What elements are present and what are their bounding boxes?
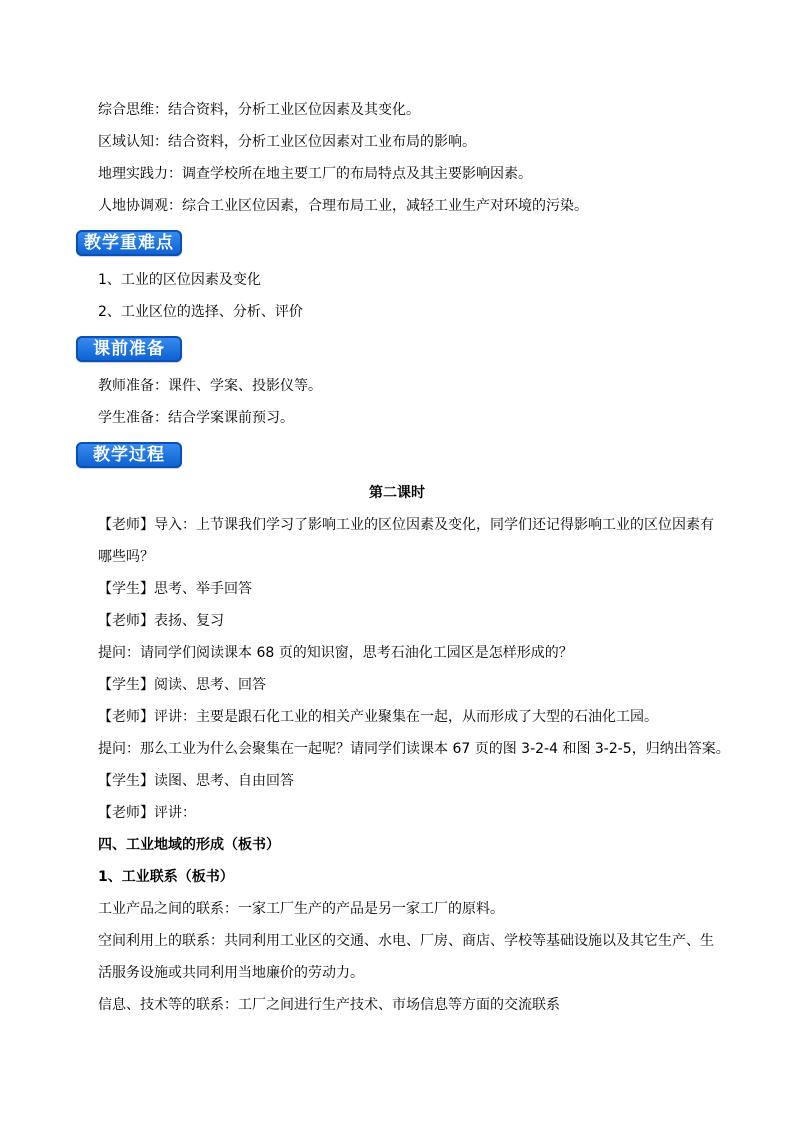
paragraph: 工业产品之间的联系：一家工厂生产的产品是另一家工厂的原料。 [98, 901, 504, 917]
paragraph: 【老师】表扬、复习 [98, 613, 224, 629]
objective-4: 人地协调观：综合工业区位因素，合理布局工业，减轻工业生产对环境的污染。 [98, 198, 588, 214]
lesson-title: 第二课时 [369, 485, 425, 501]
heading-board: 四、工业地域的形成（板书） [98, 837, 280, 853]
paragraph: 提问：请同学们阅读课本 68 页的知识窗，思考石油化工园区是怎样形成的？ [98, 645, 573, 661]
paragraph: 提问：那么工业为什么会聚集在一起呢？请同学们读课本 67 页的图 3-2-4 和图 3-2-5，归纳出答案。 [98, 741, 730, 757]
paragraph: 【老师】评讲： [98, 805, 196, 821]
key-point-1: 1、工业的区位因素及变化 [98, 272, 261, 288]
paragraph: 【学生】读图、思考、自由回答 [98, 773, 294, 789]
paragraph: 【老师】评讲：主要是跟石化工业的相关产业聚集在一起，从而形成了大型的石油化工园。 [98, 709, 658, 725]
paragraph: 【老师】导入：上节课我们学习了影响工业的区位因素及变化，同学们还记得影响工业的区位因素有 [98, 517, 714, 533]
preparation-item-1: 教师准备：课件、学案、投影仪等。 [98, 378, 322, 394]
paragraph: 空间利用上的联系：共同利用工业区的交通、水电、厂房、商店、学校等基础设施以及其它生产、生 [98, 933, 714, 949]
section-badge-key-points: 教学重难点 [76, 230, 182, 256]
subheading-board: 1、工业联系（板书） [98, 869, 234, 885]
paragraph: 活服务设施或共同利用当地廉价的劳动力。 [98, 965, 364, 981]
paragraph: 【学生】思考、举手回答 [98, 581, 252, 597]
paragraph: 信息、技术等的联系：工厂之间进行生产技术、市场信息等方面的交流联系 [98, 997, 560, 1013]
preparation-item-2: 学生准备：结合学案课前预习。 [98, 410, 294, 426]
section-badge-preparation: 课前准备 [76, 336, 182, 362]
objective-2: 区域认知：结合资料，分析工业区位因素对工业布局的影响。 [98, 134, 476, 150]
paragraph: 哪些吗？ [98, 549, 154, 565]
paragraph: 【学生】阅读、思考、回答 [98, 677, 266, 693]
section-badge-process: 教学过程 [76, 442, 182, 468]
key-point-2: 2、工业区位的选择、分析、评价 [98, 304, 303, 320]
objective-3: 地理实践力：调查学校所在地主要工厂的布局特点及其主要影响因素。 [98, 166, 532, 182]
objective-1: 综合思维：结合资料，分析工业区位因素及其变化。 [98, 102, 420, 118]
